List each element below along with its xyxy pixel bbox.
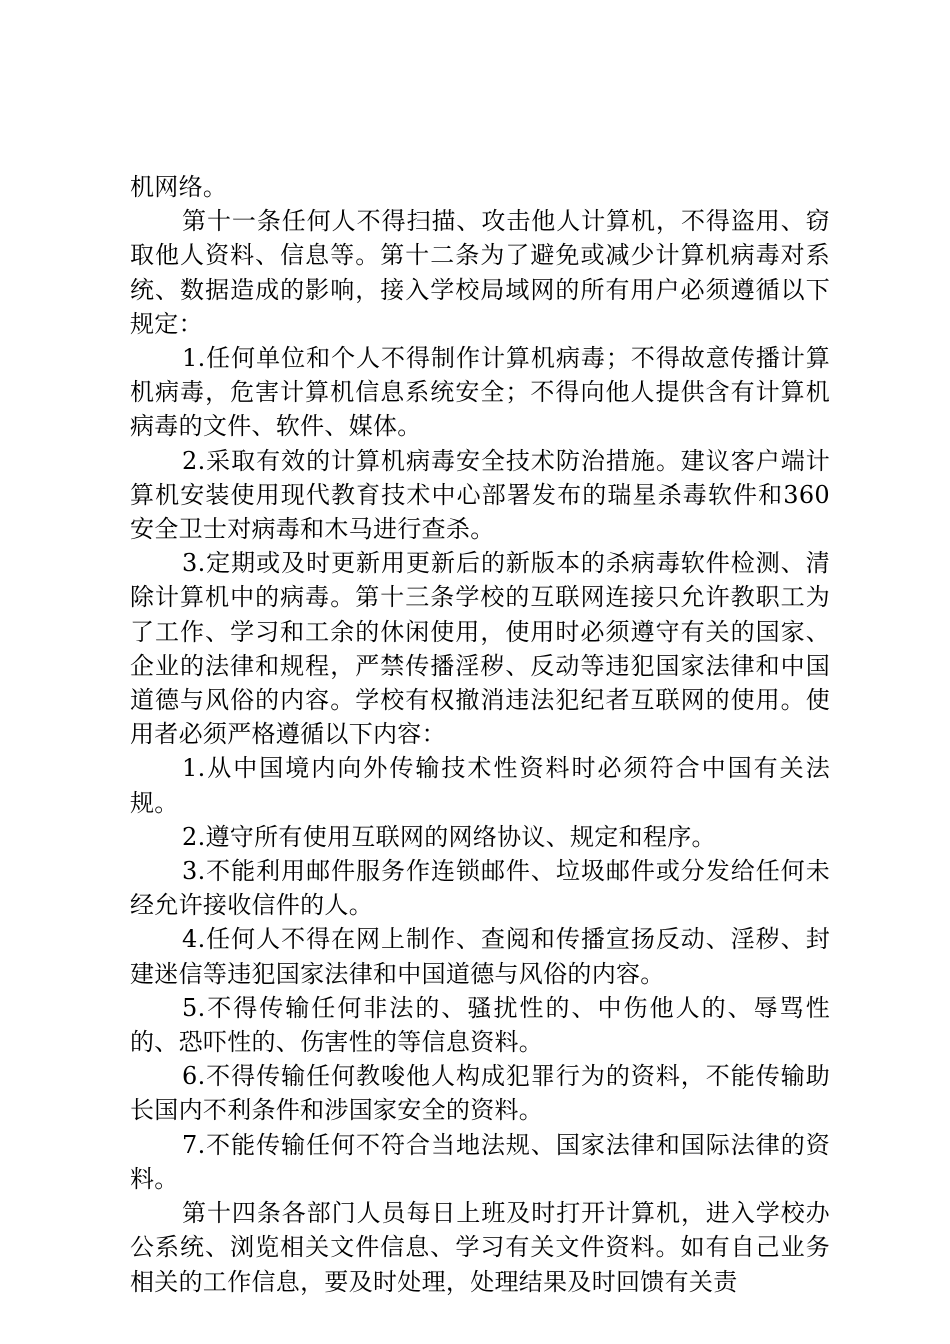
paragraph-item-1: 1.从中国境内向外传输技术性资料时必须符合中国有关法规。 xyxy=(130,754,830,817)
paragraph-item-5: 5.不得传输任何非法的、骚扰性的、中伤他人的、辱骂性的、恐吓性的、伤害性的等信息资料。 xyxy=(130,993,830,1057)
paragraph-rule-1: 1.任何单位和个人不得制作计算机病毒；不得故意传播计算机病毒，危害计算机信息系统安全；不得向他人提供含有计算机病毒的文件、软件、媒体。 xyxy=(130,344,830,441)
document-body xyxy=(130,170,830,1299)
paragraph-item-6: 6.不得传输任何教唆他人构成犯罪行为的资料，不能传输助长国内不利条件和涉国家安全的资料。 xyxy=(130,1062,830,1125)
paragraph-item-7: 7.不能传输任何不符合当地法规、国家法律和国际法律的资料。 xyxy=(130,1130,830,1193)
paragraph-item-2: 2.遵守所有使用互联网的网络协议、规定和程序。 xyxy=(182,822,716,851)
paragraph-item-3: 3.不能利用邮件服务作连锁邮件、垃圾邮件或分发给任何未经允许接收信件的人。 xyxy=(130,857,830,920)
paragraph-rule-3-article-13: 3.定期或及时更新用更新后的新版本的杀病毒软件检测、清除计算机中的病毒。第十三条学校的互联网连接只允许教职工为了工作、学习和工余的休闲使用，使用时必须遵守有关的国家、企业的法律和规程，严禁传播淫秽、反动等违犯国家法律和中国道德与风俗的内容。学校有权撤消违法犯纪者互联网的使用。使用者必须严格遵循以下内容： xyxy=(130,549,830,749)
paragraph-article-14: 第十四条各部门人员每日上班及时打开计算机，进入学校办公系统、浏览相关文件信息、学习有关文件资料。如有自己业务相关的工作信息，要及时处理，处理结果及时回馈有关责 xyxy=(130,1199,830,1296)
paragraph-item-4: 4.任何人不得在网上制作、查阅和传播宣扬反动、淫秽、封建迷信等违犯国家法律和中国道德与风俗的内容。 xyxy=(130,925,830,988)
paragraph-rule-2: 2.采取有效的计算机病毒安全技术防治措施。建议客户端计算机安装使用现代教育技术中心部署发布的瑞星杀毒软件和360安全卫士对病毒和木马进行查杀。 xyxy=(130,446,830,544)
paragraph-continuation: 机网络。 xyxy=(130,173,228,201)
paragraph-article-11-12: 第十一条任何人不得扫描、攻击他人计算机，不得盗用、窃取他人资料、信息等。第十二条为了避免或减少计算机病毒对系统、数据造成的影响，接入学校局域网的所有用户必须遵循以下规定： xyxy=(130,207,830,338)
